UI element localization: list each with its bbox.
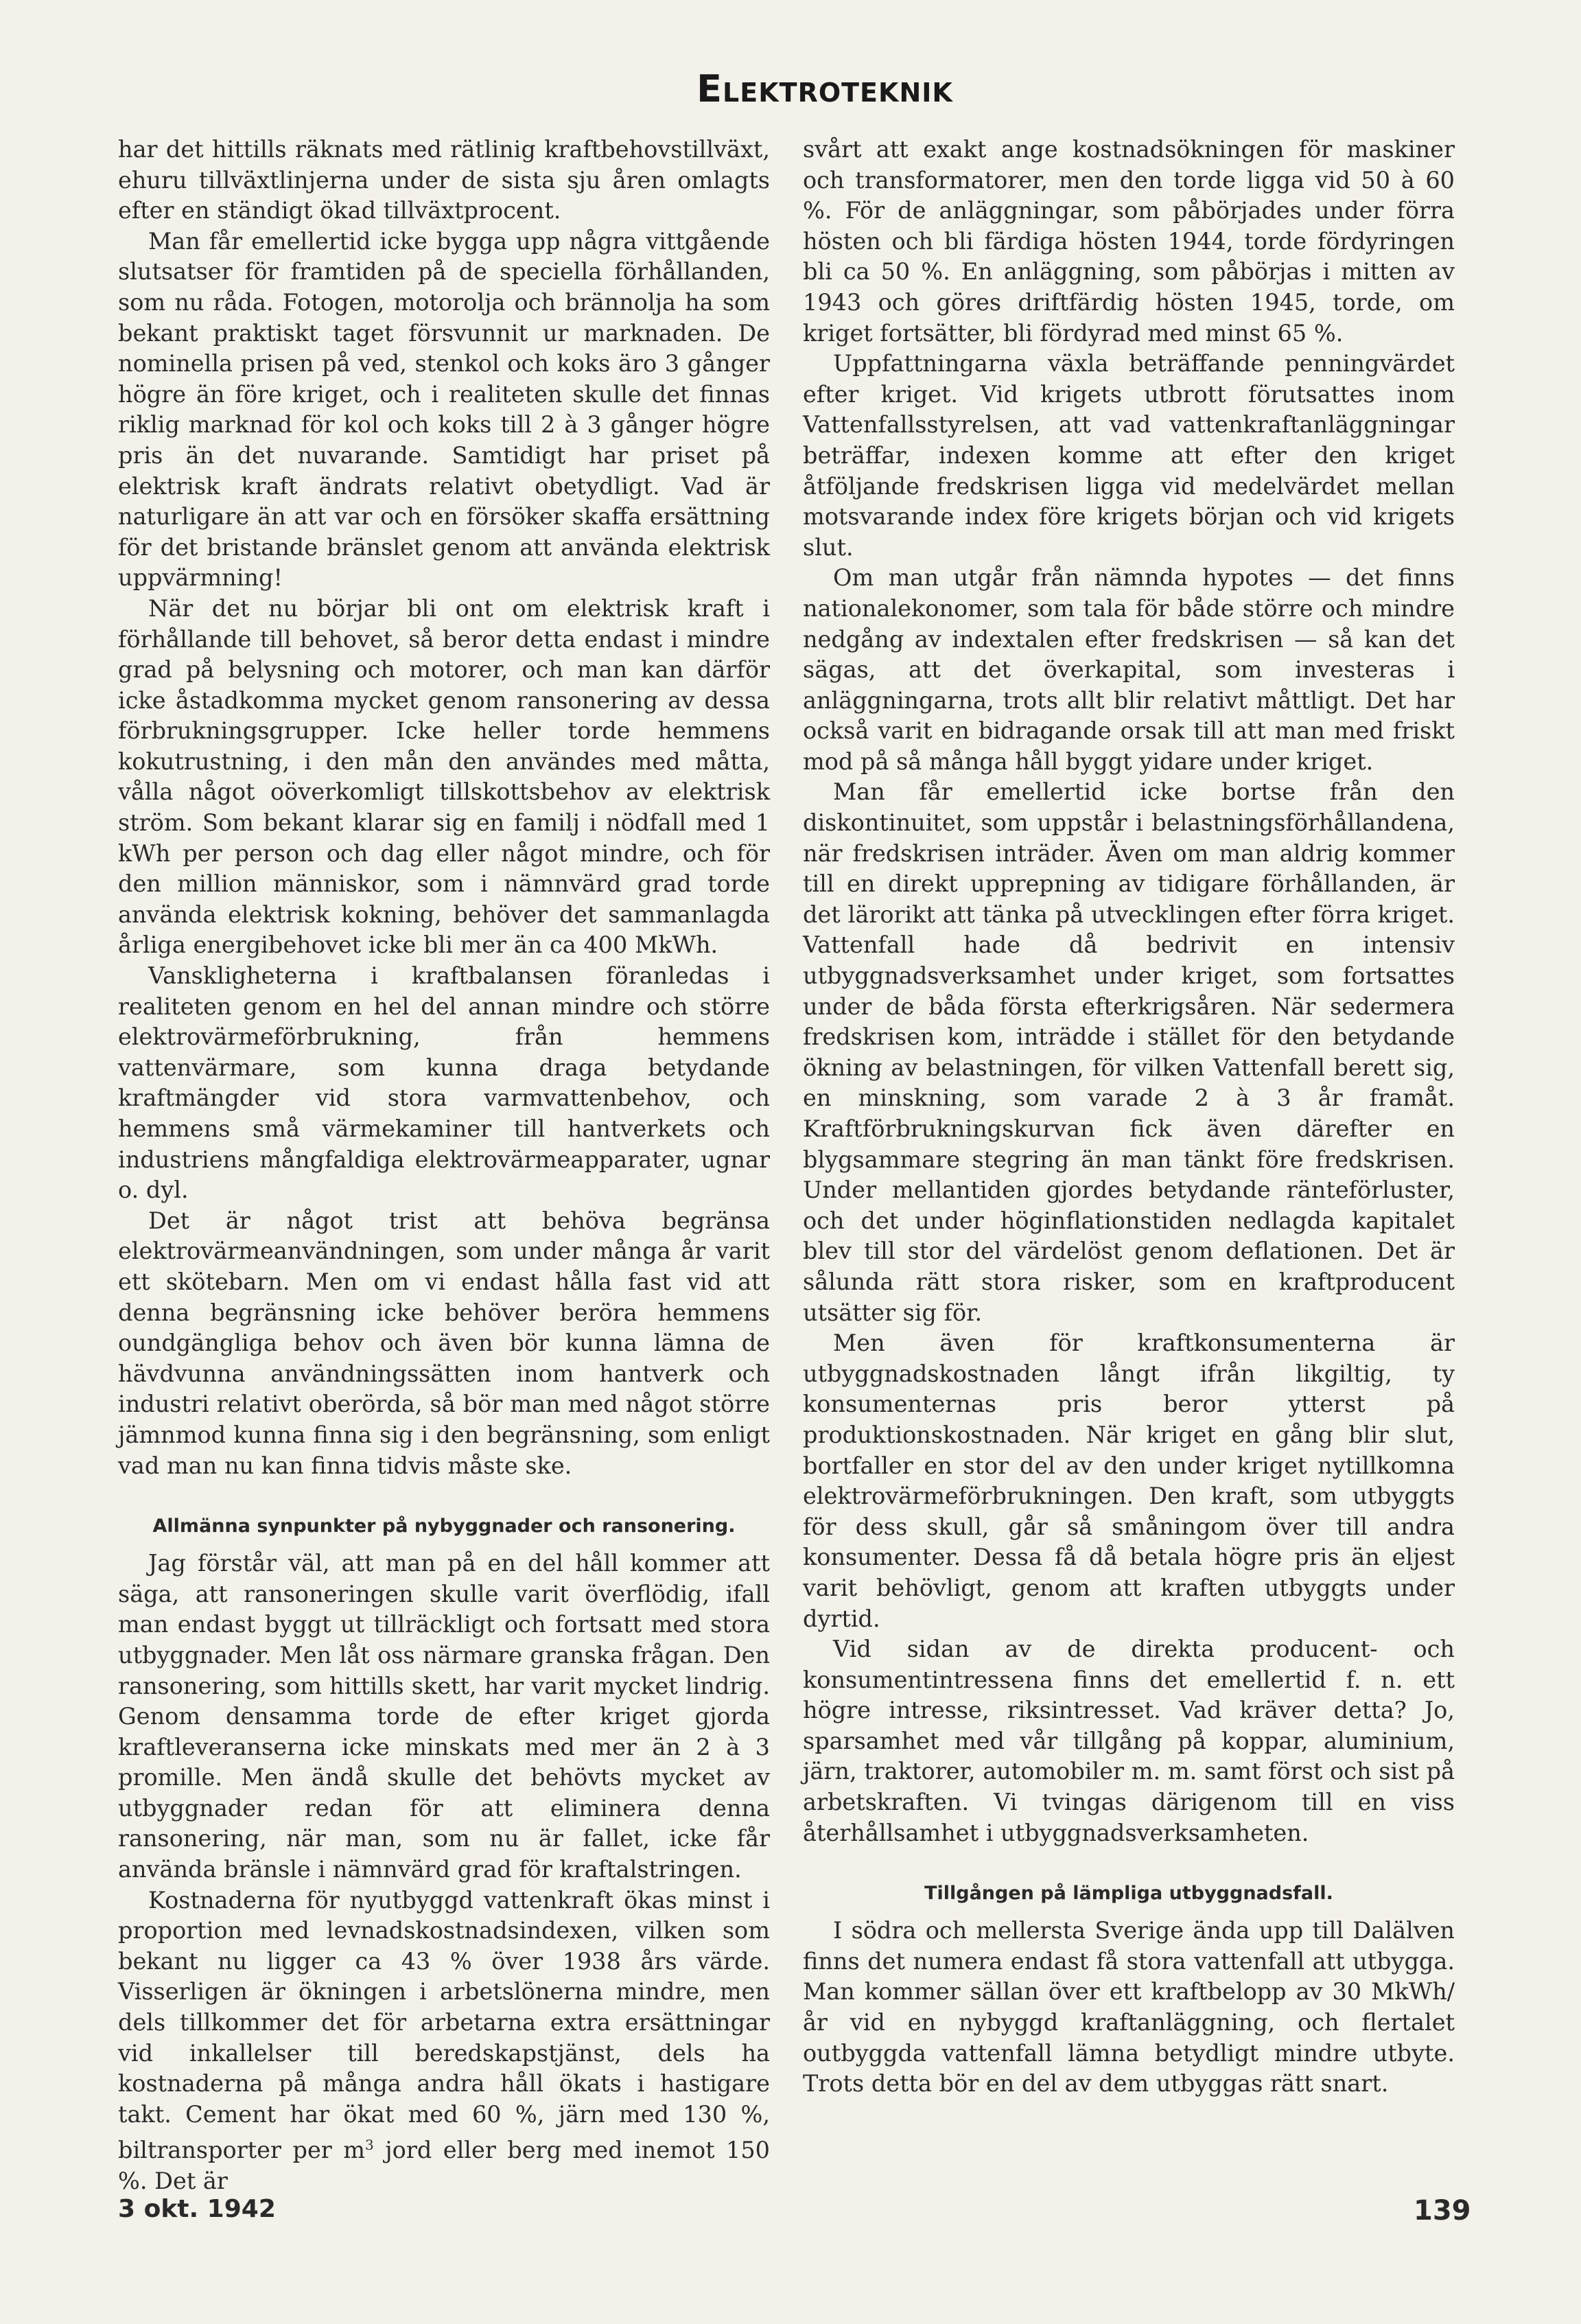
paragraph: Men även för kraftkonsumenterna är utbyggnadskostnaden långt ifrån likgiltig, ty konsumenternas pris beror ytterst på produktionskostnaden. När kriget en gång blir slut, bortfaller en stor del av den under kriget nytillkomna elektrovärmeförbrukningen. Den kraft, som utbyggts för dess skull, går så småningom över till andra konsumenter. Dessa få då betala högre pris än eljest varit behövligt, genom att kraften utbyggts under dyrtid. xyxy=(803,1329,1455,1632)
paragraph: Det är något trist att behöva begränsa elektrovärmeanvändningen, som under många år varit ett skötebarn. Men om vi endast hålla fast vid att denna begränsning icke behöver beröra hemmens oundgängliga behov och även bör kunna lämna de hävdvunna användningssätten inom hantverk och industri relativt oberörda, så bör man med något större jämnmod kunna finna sig i den begränsning, som enligt vad man nu kan finna tidvis måste ske. xyxy=(118,1207,770,1479)
paragraph: Vid sidan av de direkta producent- och konsumentintressena finns det emellertid f. n. ett högre intresse, riksintresset. Vad kräver detta? Jo, sparsamhet med vår tillgång på koppar, aluminium, järn, traktorer, automobiler m. m. samt först och sist på arbetskraften. Vi tvingas därigenom till en viss återhållsamhet i utbyggnadsverksamheten. xyxy=(803,1636,1455,1846)
footer-date: 3 okt. 1942 xyxy=(118,2195,276,2223)
paragraph xyxy=(118,1885,770,2197)
paragraph-text: jord eller berg med inemot 150 %. Det är xyxy=(118,2137,771,2195)
section-heading: Tillgången på lämpliga utbyggnadsfall. xyxy=(924,1883,1333,1905)
paragraph: Vanskligheterna i kraftbalansen föranledas i realiteten genom en hel del annan mindre och större elektrovärmeförbrukning, från hemmens vattenvärmare, som kunna draga betydande kraftmängder vid stora varmvattenbehov, och hemmens små värmekaminer till hantverkets och industriens mångfaldiga elektrovärmeapparater, ugnar o. dyl. xyxy=(118,962,770,1204)
page-header-title: Elektroteknik xyxy=(696,67,953,111)
paragraph: Man får emellertid icke bortse från den diskontinuitet, som uppstår i belastningsförhållandena, när fredskrisen inträder. Även om man aldrig kommer till en direkt upprepning av tidigare förhållanden, är det lärorikt att tänka på utvecklingen efter förra kriget. Vattenfall hade då bedrivit en intensiv utbyggnadsverksamhet under kriget, som fortsattes under de båda första efterkrigsåren. När sedermera fredskrisen kom, inträdde i stället för den betydande ökning av belastningen, för vilken Vattenfall berett sig, en minskning, som varade 2 à 3 år framåt. Kraftförbrukningskurvan fick även därefter en blygsammare stegring än man tänkt före fredskrisen. Under mellantiden gjordes betydande ränteförluster, och det under höginflationstiden nedlagda kapitalet blev till stor del värdelöst genom deflationen. Det är sålunda rätt stora risker, som en kraftproducent utsätter sig för. xyxy=(803,778,1455,1326)
paragraph: Jag förstår väl, att man på en del håll kommer att säga, att ransoneringen skulle varit överflödig, ifall man endast byggt ut tillräckligt och fortsatt med stora utbyggnader. Men låt oss närmare granska frågan. Den ransonering, som hittills skett, har varit mycket lindrig. Genom densamma torde de efter kriget gjorda kraftleveranserna icke minskats med mer än 2 à 3 promille. Men ändå skulle det behövts mycket av utbyggnader redan för att eliminera denna ransonering, när man, som nu är fallet, icke får använda bränsle i nämnvärd grad för kraftalstringen. xyxy=(118,1550,770,1883)
paragraph: svårt att exakt ange kostnadsökningen för maskiner och transformatorer, men den torde ligga vid 50 à 60 %. För de anläggningar, som påbörjades under förra hösten och bli färdiga hösten 1944, torde fördyringen bli ca 50 %. En anläggning, som påbörjas i mitten av 1943 och göres driftfärdig hösten 1945, torde, om kriget fortsätter, bli fördyrad med minst 65 %. xyxy=(803,136,1455,347)
paragraph: har det hittills räknats med rätlinig kraftbehovstillväxt, ehuru tillväxtlinjerna under de sista sju åren omlagts efter en ständigt ökad tillväxtprocent. xyxy=(118,136,770,224)
right-column xyxy=(803,135,1455,2100)
paragraph: Uppfattningarna växla beträffande penningvärdet efter kriget. Vid krigets utbrott förutsattes inom Vattenfallsstyrelsen, att vad vattenkraftanläggningar beträffar, indexen komme att efter den kriget åtföljande fredskrisen ligga vid medelvärdet mellan motsvarande index före krigets början och vid krigets slut. xyxy=(803,350,1455,561)
section-heading: Allmänna synpunkter på nybyggnader och ransonering. xyxy=(152,1515,736,1537)
paragraph-text: Kostnaderna för nyutbyggd vattenkraft ökas minst i proportion med levnadskostnadsindexen, vilken som bekant nu ligger ca 43 % över 1938 års värde. Visserligen är ökningen i arbetslönerna mindre, men dels tillkommer det för arbetarna extra ersättningar vid inkallelser till beredskapstjänst, dels ha kostnaderna på många andra håll ökats i hastigare takt. Cement har ökat med 60 %, järn med 130 %, biltransporter per m xyxy=(118,1886,770,2164)
left-column xyxy=(118,135,770,2197)
page-number: 139 xyxy=(1414,2195,1471,2227)
superscript: 3 xyxy=(365,2137,374,2154)
paragraph: I södra och mellersta Sverige ända upp till Dalälven finns det numera endast få stora vattenfall att utbygga. Man kommer sällan över ett kraftbelopp av 30 MkWh/år vid en nybyggd kraftanläggning, och flertalet outbyggda vattenfall lämna betydligt mindre utbyte. Trots detta bör en del av dem utbyggas rätt snart. xyxy=(803,1917,1455,2098)
paragraph: Man får emellertid icke bygga upp några vittgående slutsatser för framtiden på de speciella förhållanden, som nu råda. Fotogen, motorolja och brännolja ha som bekant praktiskt taget försvunnit ur marknaden. De nominella prisen på ved, stenkol och koks äro 3 gånger högre än före kriget, och i realiteten skulle det finnas riklig marknad för kol och koks till 2 à 3 gånger högre pris än det nuvarande. Samtidigt har priset på elektrisk kraft ändrats relativt obetydligt. Vad är naturligare än att var och en försöker skaffa ersättning för det bristande bränslet genom att använda elektrisk uppvärmning! xyxy=(118,227,770,592)
paragraph: När det nu börjar bli ont om elektrisk kraft i förhållande till behovet, så beror detta endast i mindre grad på belysning och motorer, och man kan därför icke åstadkomma mycket genom ransonering av dessa förbrukningsgrupper. Icke heller torde hemmens kokutrustning, i den mån den användes med måtta, vålla något oöverkomligt tillskottsbehov av elektrisk ström. Som bekant klarar sig en familj i nödfall med 1 kWh per person och dag eller något mindre, och för den million människor, som i nämnvärd grad torde använda elektrisk kokning, behöver det sammanlagda årliga energibehovet icke bli mer än ca 400 MkWh. xyxy=(118,594,770,959)
paragraph: Om man utgår från nämnda hypotes — det finns nationalekonomer, som tala för både större och mindre nedgång av indextalen efter fredskrisen — så kan det sägas, att det överkapital, som investeras i anläggningarna, trots allt blir relativt måttligt. Det har också varit en bidragande orsak till att man med friskt mod på så många håll byggt yidare under kriget. xyxy=(803,564,1455,775)
